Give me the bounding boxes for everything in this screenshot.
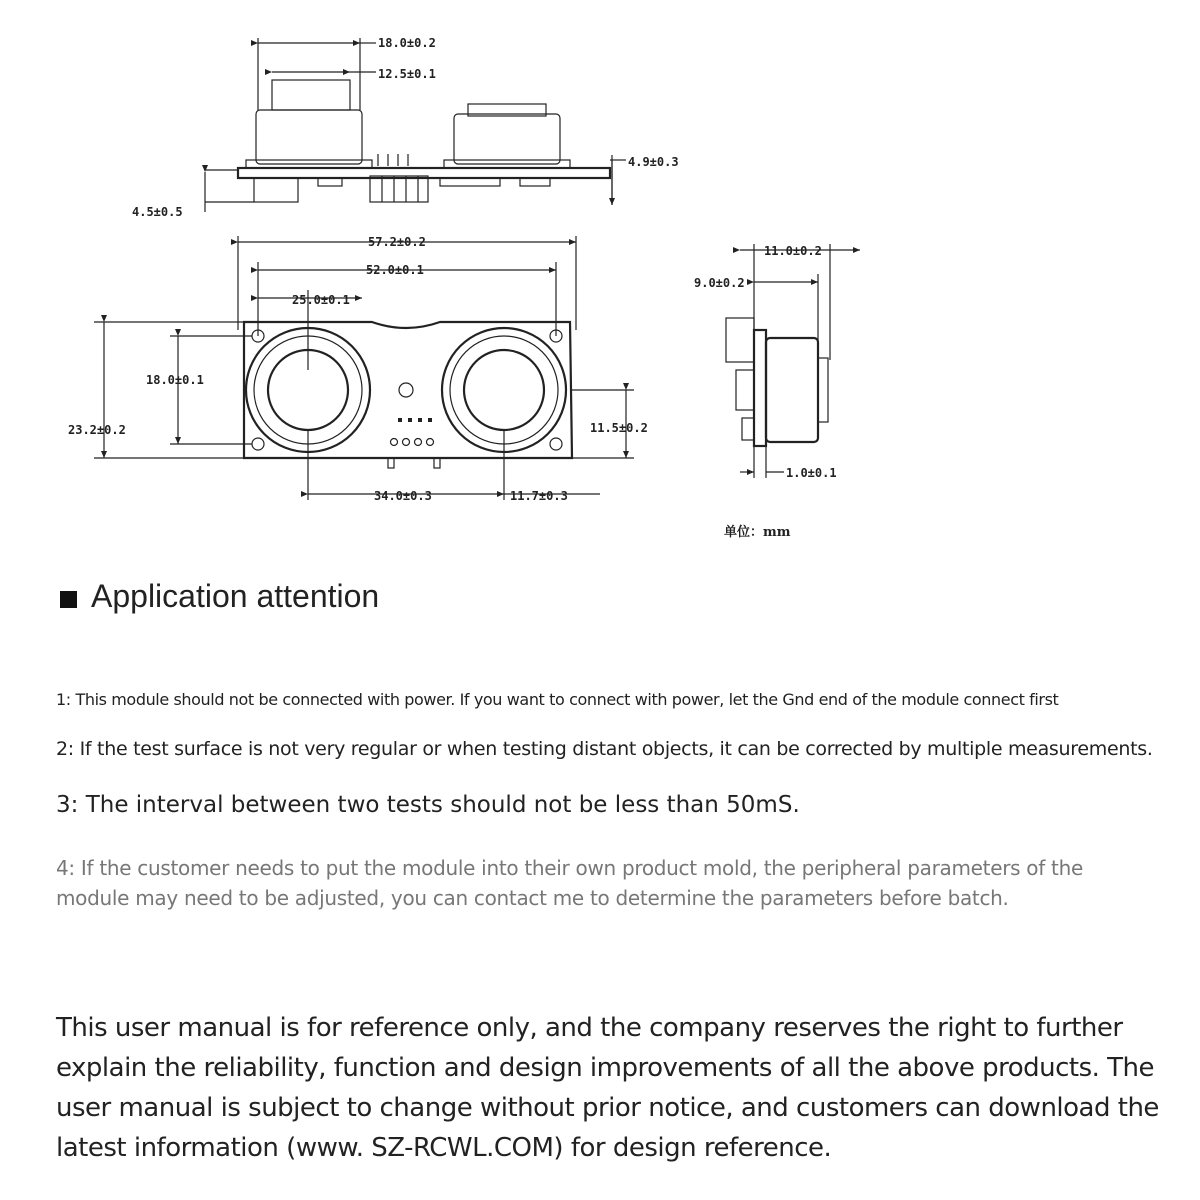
dim-side-width-inner: 9.0±0.2 <box>694 276 745 290</box>
dim-right-height: 4.9±0.3 <box>628 155 679 169</box>
dim-overall-length: 57.2±0.2 <box>368 235 426 249</box>
dim-bottom-right: 11.7±0.3 <box>510 489 568 503</box>
dim-overall-height: 23.2±0.2 <box>68 423 126 437</box>
dim-top-width-outer: 18.0±0.2 <box>378 36 436 50</box>
side-view <box>694 244 860 540</box>
section-title: Application attention <box>91 578 380 614</box>
disclaimer-text: This user manual is for reference only, and the company reserves the right to further explain the reliability, function and design improvements of all the above products. The user manual is subject to change without prior notice, and customers can download the latest information (www. SZ-RCWL.COM) for design reference. <box>56 1013 1159 1163</box>
dim-right-height-front: 11.5±0.2 <box>590 421 648 435</box>
dim-pcb-thickness: 1.0±0.1 <box>786 466 837 480</box>
note-1: 1: This module should not be connected with power. If you want to connect with power, let the Gnd end of the module connect first <box>56 690 1059 709</box>
right-transducer-body <box>454 114 560 164</box>
left-transducer-body <box>256 110 362 164</box>
note-2: 2: If the test surface is not very regular or when testing distant objects, it can be corrected by multiple measurements. <box>56 738 1153 760</box>
left-transducer-top <box>272 80 350 110</box>
unit-label: 单位：mm <box>724 525 791 540</box>
dim-center-to-center: 25.0±0.1 <box>292 293 350 307</box>
technical-drawing <box>0 0 1200 560</box>
top-view <box>132 36 679 219</box>
pcb-front <box>244 322 572 458</box>
note-4: 4: If the customer needs to put the module into their own product mold, the peripheral parameters of the module may need to be adjusted, you can contact me to determine the parameters before batch. <box>56 856 1083 910</box>
dim-bottom-left: 34.0±0.3 <box>374 489 432 503</box>
dim-hole-vertical: 18.0±0.1 <box>146 373 204 387</box>
transducer-side <box>766 338 818 442</box>
section-heading <box>60 578 379 615</box>
front-view <box>68 235 648 503</box>
dim-top-width-inner: 12.5±0.1 <box>378 67 436 81</box>
bullet-square-icon <box>60 591 77 608</box>
dim-side-width-outer: 11.0±0.2 <box>764 244 822 258</box>
dim-left-height: 4.5±0.5 <box>132 205 183 219</box>
note-3: 3: The interval between two tests should not be less than 50mS. <box>56 792 800 818</box>
pcb-edge <box>754 330 766 446</box>
dim-hole-spacing: 52.0±0.1 <box>366 263 424 277</box>
